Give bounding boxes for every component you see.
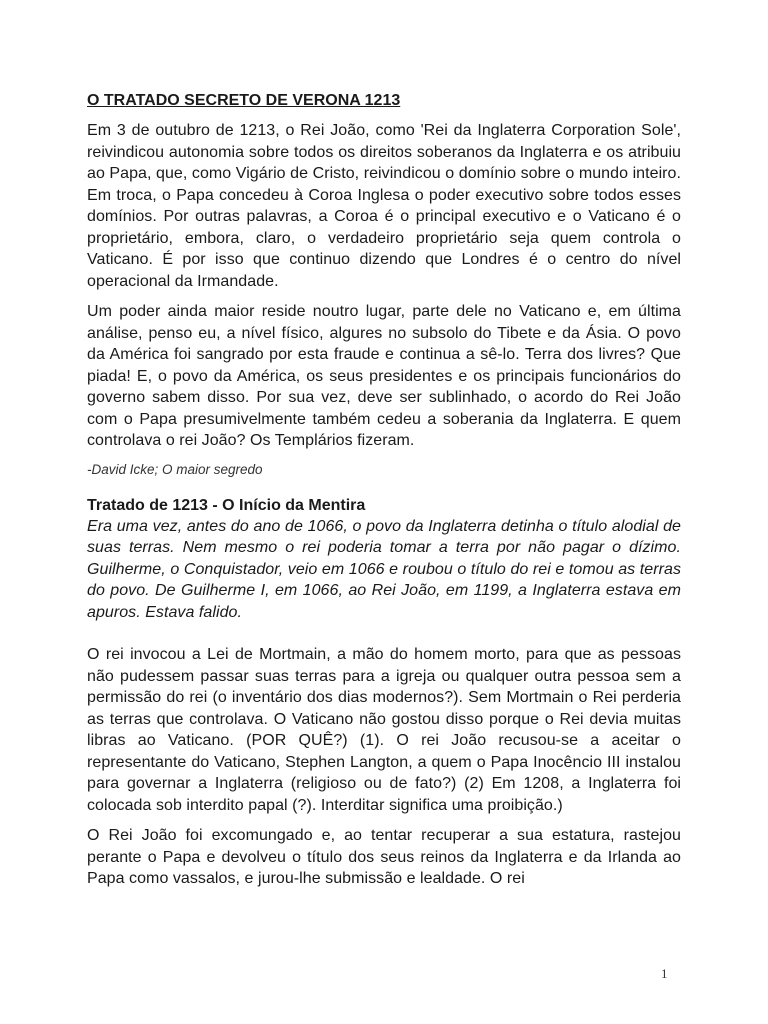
italic-intro-paragraph: Era uma vez, antes do ano de 1066, o povo da Inglaterra detinha o título alodial de suas terras. Nem mesmo o rei poderia tomar a terra por não pagar o dízimo. Guilherme, o Conquistador, veio em 1066 e roubou o título do rei e tomou as terras do povo. De Guilherme I, em 1066, ao Rei João, em 1199, a Inglaterra estava em apuros. Estava falido. bbox=[87, 517, 681, 621]
intro-paragraph-2: Um poder ainda maior reside noutro lugar, parte dele no Vaticano e, em última análise, penso eu, a nível físico, algures no subsolo do Tibete e da Ásia. O povo da América foi sangrado por esta fraude e continua a sê-lo. Terra dos livres? Que piada! E, o povo da América, os seus presidentes e os principais funcionários do governo sabem disso. Por sua vez, deve ser sublinhado, o acordo do Rei João com o Papa presumivelmente também cedeu a soberania da Inglaterra. E quem controlava o rei João? Os Templários fizeram. bbox=[87, 303, 681, 449]
document-title: O TRATADO SECRETO DE VERONA 1213 bbox=[87, 92, 401, 109]
intro-paragraph-1: Em 3 de outubro de 1213, o Rei João, como 'Rei da Inglaterra Corporation Sole', reivindicou autonomia sobre todos os direitos soberanos da Inglaterra e os atribuiu ao Papa, que, como Vigário de Cristo, reivindicou o domínio sobre o mundo inteiro. Em troca, o Papa concedeu à Coroa Inglesa o poder executivo sobre todos esses domínios. Por outras palavras, a Coroa é o principal executivo e o Vaticano é o proprietário, embora, claro, o verdadeiro proprietário seja quem controla o Vaticano. É por isso que continuo dizendo que Londres é o centro do nível operacional da Irmandade. bbox=[87, 122, 681, 290]
body-paragraph-2: O Rei João foi excomungado e, ao tentar recuperar a sua estatura, rastejou perante o Papa e devolveu o título dos seus reinos da Inglaterra e da Irlanda ao Papa como vassalos, e jurou-lhe submissão e lealdade. O rei bbox=[87, 827, 681, 887]
section-heading: Tratado de 1213 - O Início da Mentira bbox=[87, 496, 366, 514]
page-number: 1 bbox=[661, 966, 668, 981]
quote-attribution: -David Icke; O maior segredo bbox=[87, 461, 263, 477]
document-page bbox=[87, 90, 681, 899]
body-paragraph-1: O rei invocou a Lei de Mortmain, a mão do homem morto, para que as pessoas não pudessem passar suas terras para a igreja ou qualquer outra pessoa sem a permissão do rei (o inventário dos dias modernos?). Sem Mortmain o Rei perderia as terras que controlava. O Vaticano não gostou disso porque o Rei devia muitas libras ao Vaticano. (POR QUÊ?) (1). O rei João recusou-se a aceitar o representante do Vaticano, Stephen Langton, a quem o Papa Inocêncio III instalou para governar a Inglaterra (religioso ou de fato?) (2) Em 1208, a Inglaterra foi colocada sob interdito papal (?). Interditar significa uma proibição.) bbox=[87, 646, 681, 814]
